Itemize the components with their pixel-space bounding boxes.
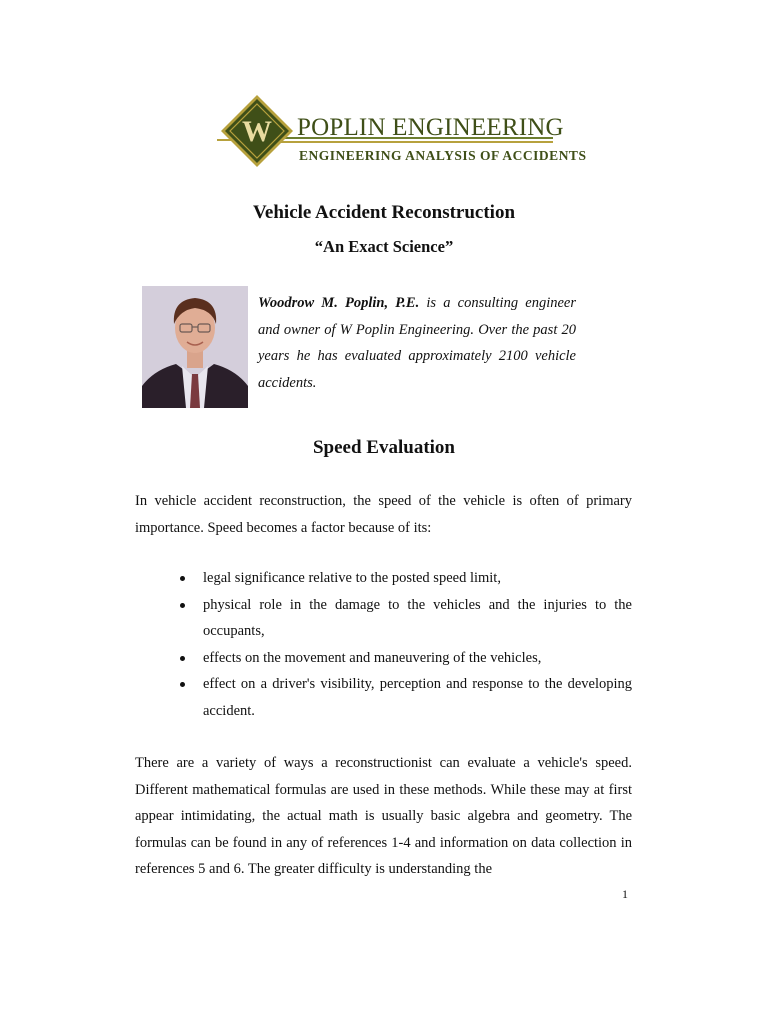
company-logo [217,94,587,168]
author-portrait-image [142,286,248,408]
intro-paragraph: In vehicle accident reconstruction, the speed of the vehicle is often of primary importance. Speed becomes a factor because of its: [135,493,632,536]
logo-monogram: W [242,115,272,148]
bullet-icon [180,656,185,661]
list-item-text: legal significance relative to the posted speed limit, [203,570,501,586]
document-subtitle: “An Exact Science” [314,237,454,256]
bullet-icon [180,682,185,687]
list-item-text: physical role in the damage to the vehicles and the injuries to the occupants, [203,596,632,639]
author-name: Woodrow M. Poplin, P.E. [258,295,420,311]
bullet-icon [180,576,185,581]
author-bio [258,290,576,396]
list-item-text: effect on a driver's visibility, perception and response to the developing accident. [203,676,632,719]
author-photo [142,286,248,408]
logo-company-name: POPLIN ENGINEERING [297,114,564,141]
page-number: 1 [622,887,628,901]
bullet-icon [180,603,185,608]
speed-factors-list [175,565,632,724]
list-item [175,645,632,672]
logo-diamond-icon [220,94,294,168]
list-item [175,592,632,645]
list-item [175,671,632,724]
body-paragraph: There are a variety of ways a reconstructionist can evaluate a vehicle's speed. Different mathematical formulas are used in these methods. While these may at first appear intimidating, the actual math is usually basic algebra and geometry. The formulas can be found in any of references 1-4 and information on data collection in references 5 and 6. The greater difficulty is understanding the [135,755,632,877]
list-item-text: effects on the movement and maneuvering of the vehicles, [203,649,542,666]
document-title: Vehicle Accident Reconstruction [252,202,516,223]
section-heading: Speed Evaluation [312,437,455,458]
logo-tagline: ENGINEERING ANALYSIS OF ACCIDENTS [299,148,587,163]
list-item [175,565,632,592]
author-bio-text: is a consulting engineer and owner of W Poplin Engineering. Over the past 20 years he has evaluated approximately 2100 vehicle accidents. [258,295,576,391]
